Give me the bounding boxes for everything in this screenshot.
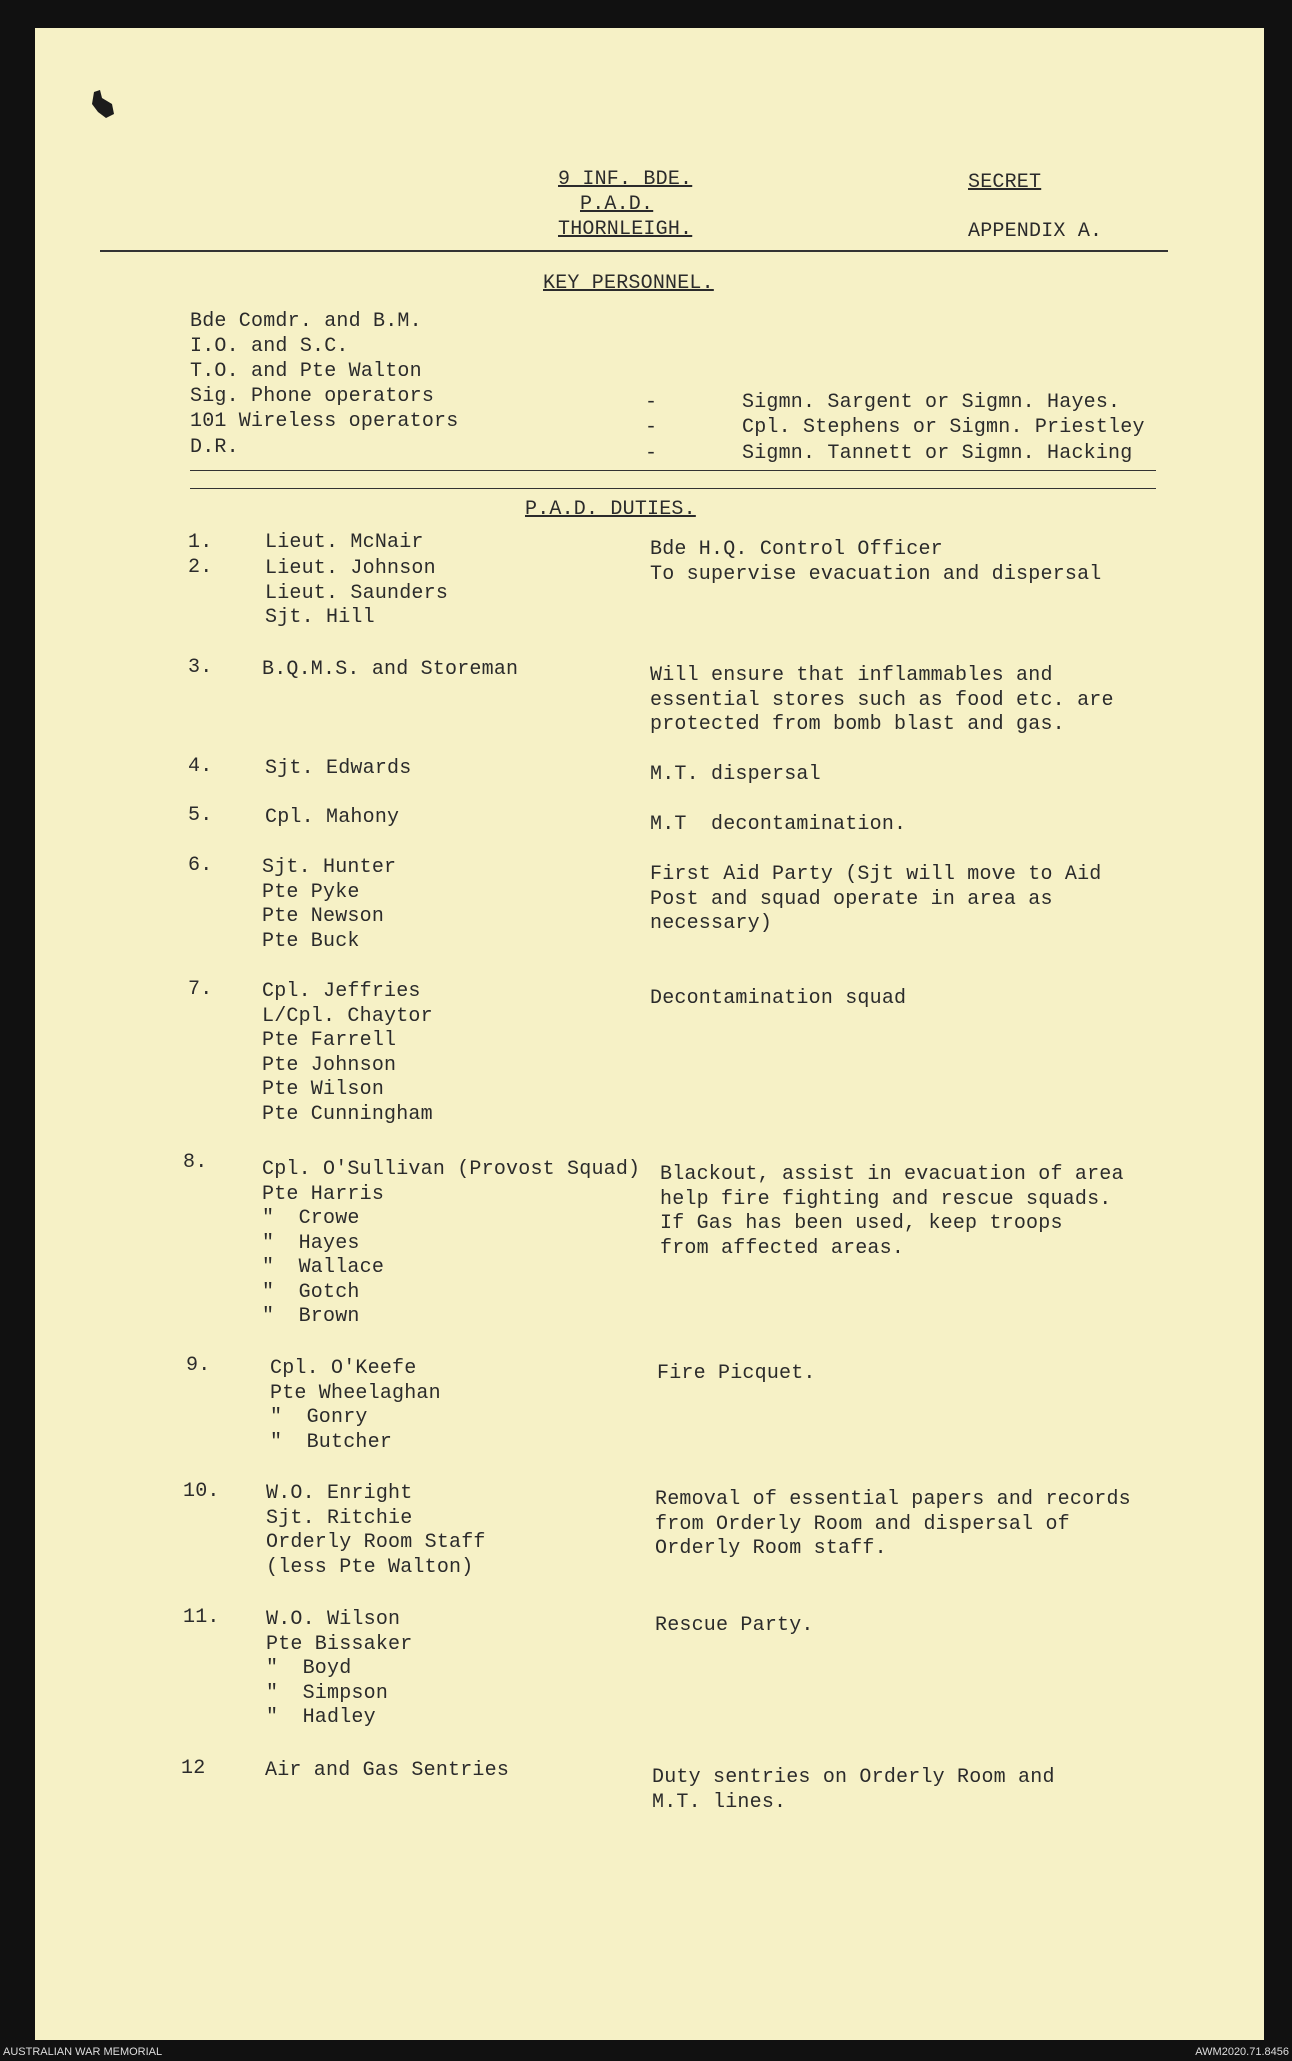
duty-name: Lieut. Saunders [265,581,449,605]
duty-number: 4. [188,755,213,778]
duty-description: Bde H.Q. Control Officer [650,538,943,561]
footer-accession: AWM2020.71.8456 [1195,2046,1289,2058]
key-personnel-name: Sigmn. Tannett or Sigmn. Hacking [742,442,1133,465]
key-personnel-dash: - [645,442,658,465]
duty-name: W.O. Enright [266,1482,413,1505]
duty-name: Pte Farrell [262,1029,397,1052]
duty-description: M.T decontamination. [650,813,907,836]
duty-number: 8. [183,1151,208,1174]
duty-name: " Gonry [270,1406,368,1429]
duty-name: " Brown [262,1305,360,1328]
duty-name: Pte Newson [262,905,385,928]
key-personnel-role: 101 Wireless operators [190,410,459,433]
duty-number: 7. [188,978,213,1001]
key-personnel-rule-2 [190,488,1156,489]
key-personnel-role: Sig. Phone operators [190,385,435,408]
duty-description: help fire fighting and rescue squads. [660,1187,1112,1211]
duty-name: Pte Cunningham [262,1102,433,1126]
duty-name: W.O. Wilson [266,1608,401,1631]
duty-name: Sjt. Edwards [265,757,412,780]
duty-description: To supervise evacuation and dispersal [650,563,1102,586]
unit-title: 9 INF. BDE. [558,168,693,191]
duty-description: Removal of essential papers and records [655,1488,1131,1511]
location-title: THORNLEIGH. [558,218,693,241]
duty-name: Sjt. Ritchie [266,1506,413,1530]
duty-name: " Gotch [262,1280,360,1304]
key-personnel-role: D.R. [190,436,239,459]
duty-name: Pte Pyke [262,880,360,904]
duties-heading: P.A.D. DUTIES. [525,498,696,521]
duty-description: Orderly Room staff. [655,1537,887,1560]
pad-title: P.A.D. [580,193,654,216]
duty-name: " Boyd [266,1657,352,1680]
duty-name: Cpl. Jeffries [262,980,421,1003]
duty-name: B.Q.M.S. and Storeman [262,658,519,681]
duty-number: 9. [186,1354,211,1377]
duty-description: protected from bomb blast and gas. [650,713,1065,736]
duty-description: First Aid Party (Sjt will move to Aid [650,863,1102,886]
duty-name: " Hadley [266,1706,376,1729]
duty-number: 5. [188,804,213,827]
duty-number: 10. [183,1480,220,1503]
duty-description: Blackout, assist in evacuation of area [660,1163,1124,1186]
duty-number: 11. [183,1606,220,1629]
duty-description: M.T. dispersal [650,763,821,786]
duty-name: Sjt. Hill [265,606,375,629]
duty-name: Orderly Room Staff [266,1531,486,1554]
key-personnel-heading: KEY PERSONNEL. [543,272,714,295]
duty-number: 3. [188,656,213,679]
duty-name: " Simpson [266,1681,389,1705]
duty-name: Pte Wilson [262,1078,385,1101]
duty-number: 2. [188,556,213,579]
duty-name: Pte Johnson [262,1053,397,1077]
key-personnel-dash: - [645,391,658,414]
duty-name: " Butcher [270,1430,393,1454]
duty-name: Pte Wheelaghan [270,1381,441,1405]
duty-name: Cpl. O'Sullivan (Provost Squad) [262,1158,641,1181]
duty-description: M.T. lines. [652,1790,787,1814]
duty-name: " Hayes [262,1231,360,1255]
duty-name: (less Pte Walton) [266,1555,474,1579]
duty-description: necessary) [650,912,773,935]
duty-description: Decontamination squad [650,987,907,1010]
duty-name: Pte Buck [262,929,360,953]
duty-name: Cpl. O'Keefe [270,1357,417,1380]
duty-name: Cpl. Mahony [265,806,400,829]
duty-number: 1. [188,531,213,554]
duty-description: Fire Picquet. [657,1362,816,1385]
duty-description: If Gas has been used, keep troops [660,1212,1063,1235]
duty-name: " Wallace [262,1256,385,1279]
key-personnel-role: I.O. and S.C. [190,335,349,358]
key-personnel-role: T.O. and Pte Walton [190,360,422,383]
duty-name: Pte Harris [262,1182,385,1206]
duty-description: from Orderly Room and dispersal of [655,1512,1070,1536]
duty-number: 12 [181,1757,206,1780]
duty-description: Post and squad operate in area as [650,887,1053,911]
key-personnel-dash: - [645,416,658,439]
key-personnel-role: Bde Comdr. and B.M. [190,310,422,333]
duty-description: Rescue Party. [655,1614,814,1637]
duty-name: " Crowe [262,1207,360,1230]
secret-label: SECRET [968,171,1042,194]
footer-source: AUSTRALIAN WAR MEMORIAL [3,2046,163,2058]
duty-description: essential stores such as food etc. are [650,688,1114,712]
key-personnel-rule-1 [190,470,1156,471]
duty-description: Duty sentries on Orderly Room and [652,1766,1055,1789]
duty-name: Sjt. Hunter [262,856,397,879]
duty-name: Lieut. McNair [265,531,424,554]
key-personnel-name: Sigmn. Sargent or Sigmn. Hayes. [742,391,1121,414]
duty-description: from affected areas. [660,1236,905,1260]
duty-name: Lieut. Johnson [265,557,436,580]
duty-name: L/Cpl. Chaytor [262,1004,433,1028]
appendix-label: APPENDIX A. [968,220,1103,243]
duty-description: Will ensure that inflammables and [650,664,1053,687]
duty-name: Pte Bissaker [266,1632,413,1656]
header-rule [100,250,1168,252]
footer [0,2044,1292,2061]
duty-number: 6. [188,854,213,877]
duty-name: Air and Gas Sentries [265,1759,510,1782]
ink-mark [88,90,116,120]
key-personnel-name: Cpl. Stephens or Sigmn. Priestley [742,416,1145,439]
